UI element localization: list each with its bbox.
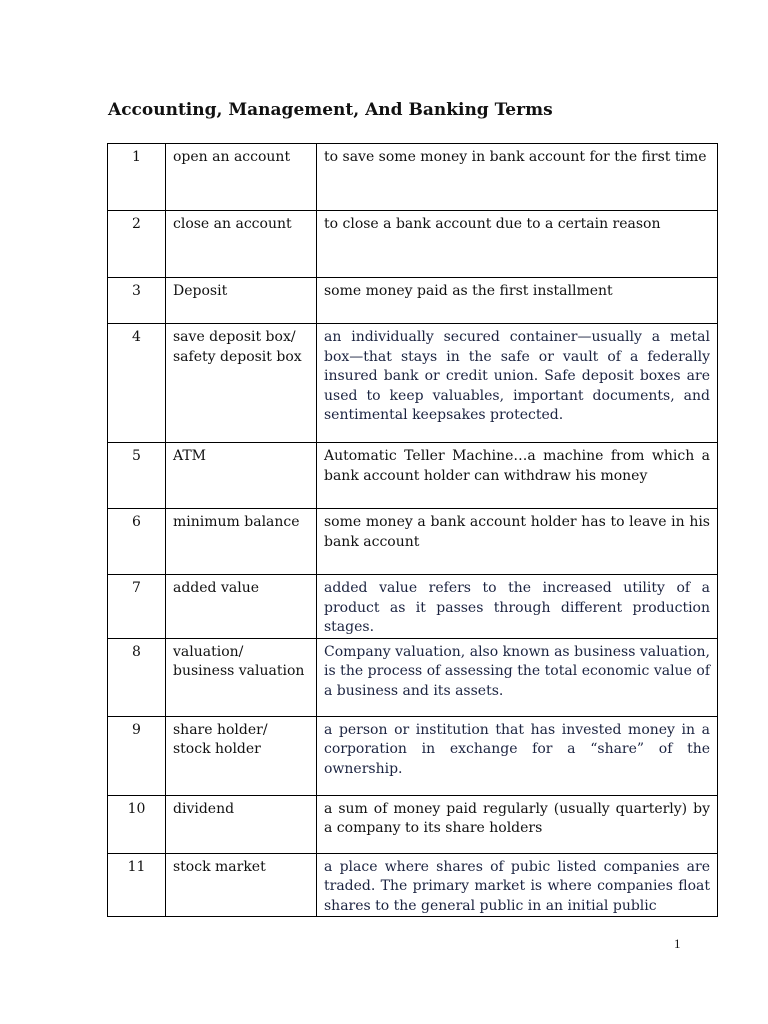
definition-cell: a place where shares of pubic listed companies are traded. The primary market is where companies float shares to the general public in an initial public [317, 853, 718, 917]
table-row [108, 716, 718, 795]
definition-cell: to save some money in bank account for the first time [317, 144, 718, 211]
row-number: 1 [108, 144, 166, 211]
table-row [108, 509, 718, 575]
table-row [108, 795, 718, 853]
definition-cell: added value refers to the increased utility of a product as it passes through different production stages. [317, 575, 718, 639]
term-cell: stock market [166, 853, 317, 917]
definition-cell: Company valuation, also known as business valuation, is the process of assessing the total economic value of a business and its assets. [317, 638, 718, 716]
row-number: 6 [108, 509, 166, 575]
term-cell: valuation/ business valuation [166, 638, 317, 716]
row-number: 5 [108, 443, 166, 509]
definition-cell: a person or institution that has invested money in a corporation in exchange for a “share” of the ownership. [317, 716, 718, 795]
definition-cell: Automatic Teller Machine…a machine from which a bank account holder can withdraw his money [317, 443, 718, 509]
document-title: Accounting, Management, And Banking Terms [108, 100, 553, 120]
table-row [108, 575, 718, 639]
term-cell: dividend [166, 795, 317, 853]
table-row [108, 853, 718, 917]
table-row [108, 278, 718, 324]
row-number: 7 [108, 575, 166, 639]
table-row [108, 324, 718, 443]
page-number: 1 [674, 936, 681, 951]
row-number: 10 [108, 795, 166, 853]
table-row [108, 638, 718, 716]
definition-cell: a sum of money paid regularly (usually quarterly) by a company to its share holders [317, 795, 718, 853]
table-row [108, 443, 718, 509]
term-cell: open an account [166, 144, 317, 211]
table-row [108, 211, 718, 278]
definition-cell: to close a bank account due to a certain reason [317, 211, 718, 278]
term-cell: share holder/ stock holder [166, 716, 317, 795]
term-cell: Deposit [166, 278, 317, 324]
term-cell: close an account [166, 211, 317, 278]
row-number: 9 [108, 716, 166, 795]
definition-cell: some money a bank account holder has to leave in his bank account [317, 509, 718, 575]
term-cell: minimum balance [166, 509, 317, 575]
term-cell: save deposit box/ safety deposit box [166, 324, 317, 443]
row-number: 2 [108, 211, 166, 278]
row-number: 3 [108, 278, 166, 324]
term-cell: added value [166, 575, 317, 639]
definition-cell: an individually secured container—usually a metal box—that stays in the safe or vault of a federally insured bank or credit union. Safe deposit boxes are used to keep valuables, important documents, and sentimental keepsakes protected. [317, 324, 718, 443]
definition-cell: some money paid as the first installment [317, 278, 718, 324]
row-number: 11 [108, 853, 166, 917]
row-number: 4 [108, 324, 166, 443]
terms-table [107, 143, 718, 917]
row-number: 8 [108, 638, 166, 716]
table-row [108, 144, 718, 211]
term-cell: ATM [166, 443, 317, 509]
